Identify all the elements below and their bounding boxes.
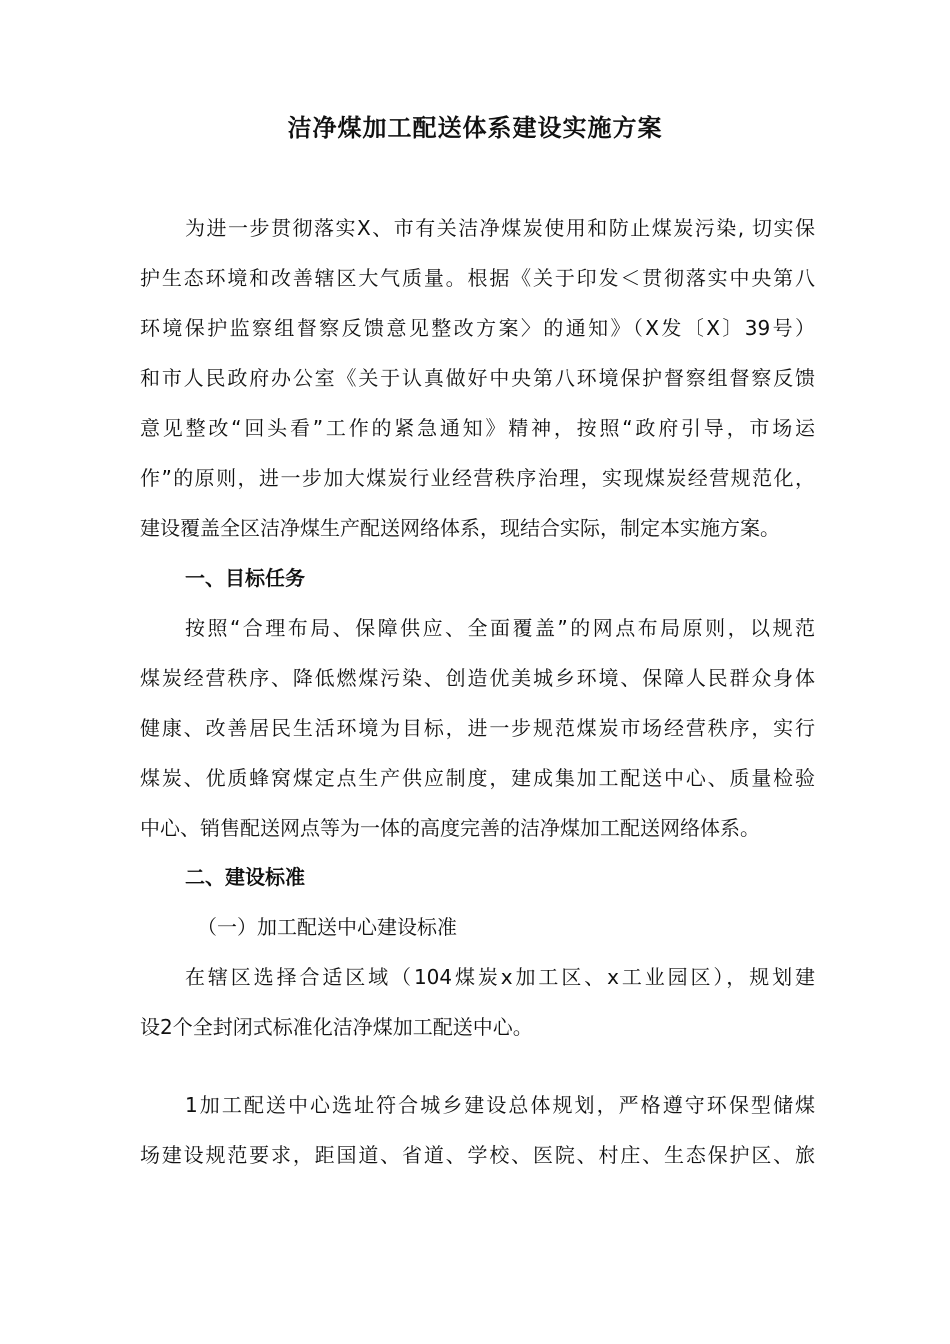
paragraph-1-line-2: 护生态环境和改善辖区大气质量。根据《关于印发＜贯彻落实中央第八	[140, 266, 815, 290]
section-heading-1: 一、目标任务	[185, 566, 305, 590]
paragraph-1-line-5: 意见整改“回头看”工作的紧急通知》精神，按照“政府引导，市场运	[140, 416, 815, 440]
paragraph-4-line-2: 场建设规范要求，距国道、省道、学校、医院、村庄、生态保护区、旅	[140, 1143, 815, 1167]
paragraph-2-line-4: 煤炭、优质蜂窝煤定点生产供应制度，建成集加工配送中心、质量检验	[140, 766, 815, 790]
paragraph-2-line-5: 中心、销售配送网点等为一体的高度完善的洁净煤加工配送网络体系。	[140, 816, 760, 840]
paragraph-2-line-3: 健康、改善居民生活环境为目标，进一步规范煤炭市场经营秩序，实行	[140, 716, 815, 740]
paragraph-1-line-3: 环境保护监察组督察反馈意见整改方案〉的通知》（X发〔X〕39号）	[140, 316, 815, 340]
paragraph-3-line-1: 在辖区选择合适区域（104煤炭x加工区、x工业园区），规划建	[185, 965, 815, 989]
paragraph-1-line-4: 和市人民政府办公室《关于认真做好中央第八环境保护督察组督察反馈	[140, 366, 815, 390]
paragraph-1-line-7: 建设覆盖全区洁净煤生产配送网络体系，现结合实际，制定本实施方案。	[140, 516, 780, 540]
subsection-heading-1: （一）加工配送中心建设标准	[197, 915, 457, 939]
paragraph-2-line-1: 按照“合理布局、保障供应、全面覆盖”的网点布局原则，以规范	[185, 616, 815, 640]
paragraph-2-line-2: 煤炭经营秩序、降低燃煤污染、创造优美城乡环境、保障人民群众身体	[140, 666, 815, 690]
paragraph-1-line-6: 作”的原则，进一步加大煤炭行业经营秩序治理，实现煤炭经营规范化，	[140, 466, 815, 490]
paragraph-4-line-1: 1加工配送中心选址符合城乡建设总体规划，严格遵守环保型储煤	[185, 1093, 815, 1117]
section-heading-2: 二、建设标准	[185, 865, 305, 889]
document-title: 洁净煤加工配送体系建设实施方案	[287, 114, 663, 142]
paragraph-1-line-1: 为进一步贯彻落实X、市有关洁净煤炭使用和防止煤炭污染, 切实保	[185, 216, 815, 240]
paragraph-3-line-2: 设2个全封闭式标准化洁净煤加工配送中心。	[140, 1015, 533, 1039]
